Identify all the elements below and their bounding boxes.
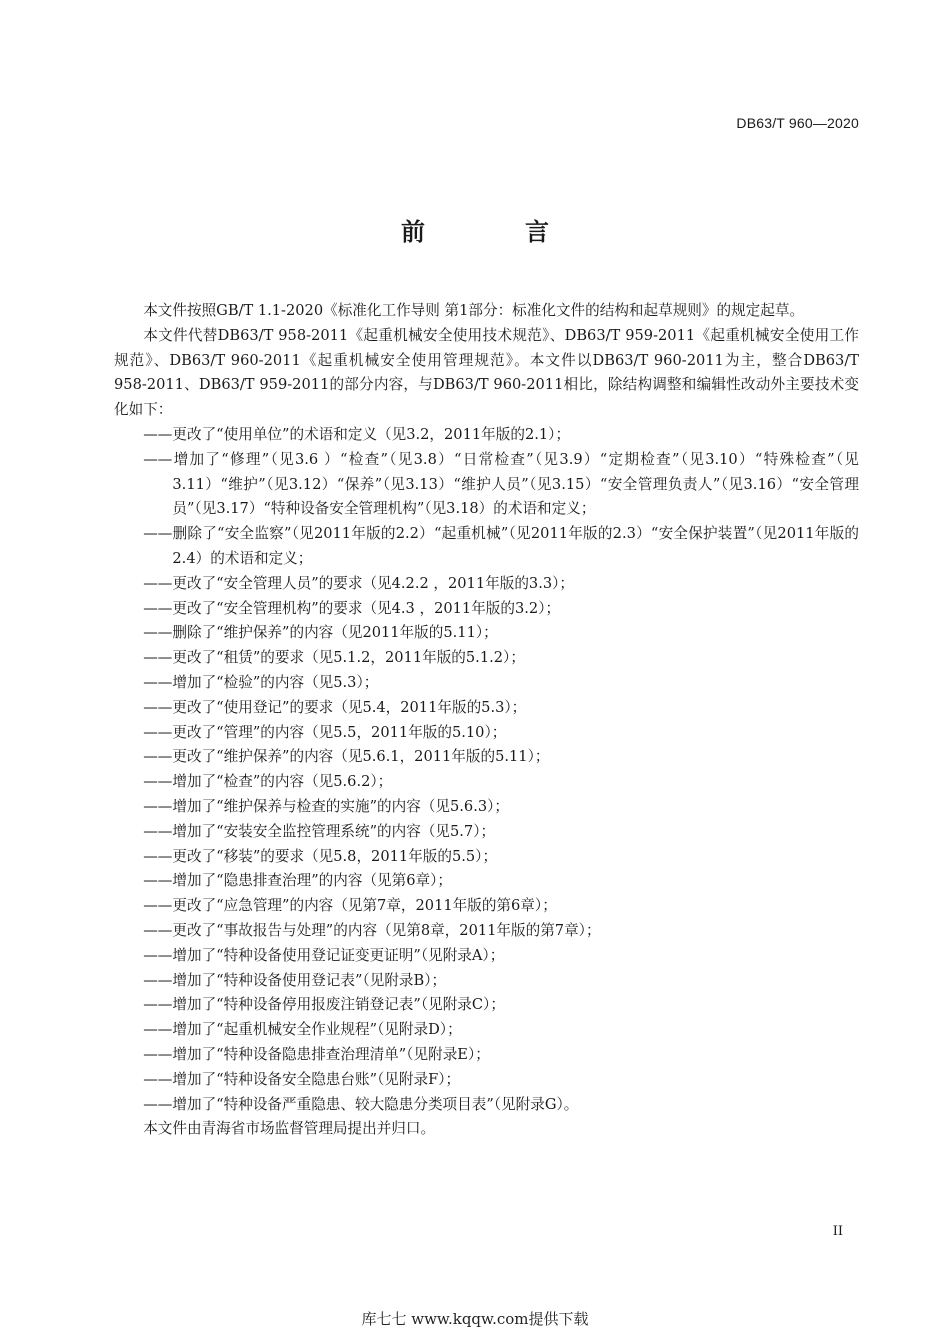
change-item: ——增加了“检验”的内容（见5.3）； [143, 673, 379, 691]
change-item: ——增加了“修理”（见3.6 ）“检查”（见3.8）“日常检查”（见3.9）“定期检查”（见3.10）“特殊检查”（见3.11）“维护”（见3.12）“保养”（见3.13）“维护人员”（见3.15）“安全管理负责人”（见3.16）“安全管理员”（见3.17）“特种设备安全管理机构”（见3.18）的术语和定义； [143, 450, 859, 518]
document-body [114, 299, 859, 1142]
change-list [114, 423, 859, 1117]
change-item: ——增加了“特种设备严重隐患、较大隐患分类项目表”（见附录G）。 [143, 1095, 579, 1113]
change-item: ——增加了“安装安全监控管理系统”的内容（见5.7）； [143, 822, 496, 840]
change-item: ——增加了“特种设备隐患排查治理清单”（见附录E）； [143, 1045, 490, 1063]
change-item: ——增加了“检查”的内容（见5.6.2）； [143, 773, 393, 791]
change-item: ——增加了“维护保养与检查的实施”的内容（见5.6.3）； [143, 797, 510, 815]
intro-paragraph-1: 本文件按照GB/T 1.1-2020《标准化工作导则 第1部分：标准化文件的结构和起草规则》的规定起草。 [143, 302, 805, 319]
change-item: ——更改了“事故报告与处理”的内容（见第8章，2011年版的第7章）； [143, 921, 601, 939]
change-item: ——增加了“隐患排查治理”的内容（见第6章）； [143, 872, 452, 890]
change-item: ——更改了“租赁”的要求（见5.1.2，2011年版的5.1.2）； [143, 649, 525, 667]
download-footer: 库七七 www.kqqw.com提供下载 [361, 1310, 589, 1328]
intro-paragraph-2: 本文件代替DB63/T 958-2011《起重机械安全使用技术规范》、DB63/T 959-2011《起重机械安全使用工作规范》、DB63/T 960-2011《起重机械安全使用管理规范》。本文件以DB63/T 960-2011为主，整合DB63/T 958-2011、DB63/T 959-2011的部分内容，与DB63/T 960-2011相比，除结构调整和编辑性改动外主要技术变化如下： [114, 326, 859, 419]
change-item: ——增加了“特种设备使用登记表”（见附录B）； [143, 971, 447, 989]
change-item: ——更改了“应急管理”的内容（见第7章，2011年版的第6章）； [143, 897, 557, 915]
change-item: ——增加了“起重机械安全作业规程”（见附录D）； [143, 1021, 462, 1039]
change-item: ——更改了“维护保养”的内容（见5.6.1，2011年版的5.11）； [143, 748, 550, 766]
document-code: DB63/T 960—2020 [736, 115, 859, 131]
page-title: 前 言 [401, 218, 587, 246]
change-item: ——更改了“使用单位”的术语和定义（见3.2，2011年版的2.1）； [143, 425, 571, 443]
change-item: ——更改了“安全管理人员”的要求（见4.2.2 ，2011年版的3.3）； [143, 574, 575, 592]
change-item: ——增加了“特种设备安全隐患台账”（见附录F）； [143, 1070, 461, 1088]
change-item: ——删除了“维护保养”的内容（见2011年版的5.11）； [143, 624, 498, 642]
change-item: ——更改了“使用登记”的要求（见5.4，2011年版的5.3）； [143, 698, 527, 716]
closing-paragraph: 本文件由青海省市场监督管理局提出并归口。 [143, 1120, 436, 1138]
change-item: ——更改了“安全管理机构”的要求（见4.3 ，2011年版的3.2）； [143, 599, 561, 617]
change-item: ——增加了“特种设备停用报废注销登记表”（见附录C）； [143, 996, 505, 1014]
page-number: II [832, 1224, 843, 1239]
change-item: ——更改了“移装”的要求（见5.8，2011年版的5.5）； [143, 847, 498, 865]
change-item: ——删除了“安全监察”（见2011年版的2.2）“起重机械”（见2011年版的2.3）“安全保护装置”（见2011年版的2.4）的术语和定义； [143, 525, 859, 567]
change-item: ——更改了“管理”的内容（见5.5，2011年版的5.10）； [143, 723, 507, 741]
change-item: ——增加了“特种设备使用登记证变更证明”（见附录A）； [143, 946, 505, 964]
